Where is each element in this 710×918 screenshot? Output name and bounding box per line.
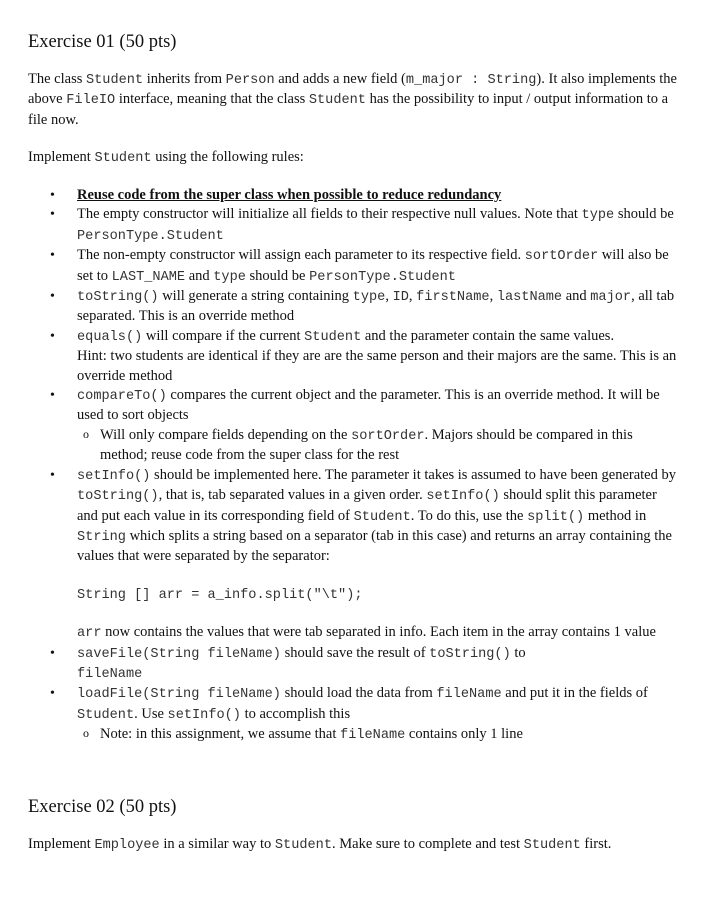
sub-list-item: o Will only compare fields depending on the sortOrder. Majors should be compared in this method; reuse code from the super class for the rest <box>77 426 680 466</box>
rules-list <box>28 186 680 746</box>
exercise-01-title: Exercise 01 (50 pts) <box>28 32 177 52</box>
list-item: • The empty constructor will initialize all fields to their respective null values. Note that type should be PersonType.Student <box>28 205 680 246</box>
exercise-02-section <box>28 795 680 819</box>
hint-text: Hint: two students are identical if they are are the same person and their majors are the same. This is an override method <box>77 348 677 384</box>
exercise-01-intro <box>28 70 680 130</box>
list-item: • The non-empty constructor will assign each parameter to its respective field. sortOrder will also be set to LAST_NAME and type should be PersonType.Student <box>28 246 680 287</box>
list-item: • compareTo() compares the current object and the parameter. This is an override method. It will be used to sort objects o Will only compare fields depending on the sortOrder. Majors should be compared in this method; reuse code from the super class for the rest <box>28 386 680 466</box>
list-item: • saveFile(String fileName) should save the result of toString() to fileName <box>28 644 680 685</box>
exercise-01-section <box>28 30 680 54</box>
list-item: • setInfo() should be implemented here. The parameter it takes is assumed to have been generated by toString(), that is, tab separated values in a given order. setInfo() should split this parameter and put each value in its corresponding field of Student. To do this, use the split() method in String which splits a string based on a separator (tab in this case) and returns an array containing the values that were separated by the separator: String [] arr = a_info.split("\t"); arr now contains the values that were tab separated in info. Each item in the array contains 1 value <box>28 466 680 644</box>
exercise-02-title: Exercise 02 (50 pts) <box>28 797 177 817</box>
list-item: • equals() will compare if the current Student and the parameter contain the same values. Hint: two students are identical if they are are the same person and their majors are the same. This is an override method <box>28 327 680 386</box>
implement-instruction: Implement Student using the following rules: <box>28 149 304 166</box>
list-item: • Reuse code from the super class when possible to reduce redundancy <box>28 186 680 205</box>
code-snippet: String [] arr = a_info.split("\t"); <box>77 587 363 603</box>
intro-paragraph: The class Student inherits from Person and adds a new field (m_major : String). It also implements the above FileIO interface, meaning that the class Student has the possibility to input / output information to a file now. <box>28 71 677 128</box>
list-item: • toString() will generate a string containing type, ID, firstName, lastName and major, all tab separated. This is an override method <box>28 287 680 327</box>
list-item: • loadFile(String fileName) should load the data from fileName and put it in the fields of Student. Use setInfo() to accomplish this o Note: in this assignment, we assume that fileName contains only 1 line <box>28 684 680 745</box>
sub-list-item: o Note: in this assignment, we assume that fileName contains only 1 line <box>77 725 680 745</box>
exercise-02-body: Implement Employee in a similar way to Student. Make sure to complete and test Student first. <box>28 836 612 853</box>
